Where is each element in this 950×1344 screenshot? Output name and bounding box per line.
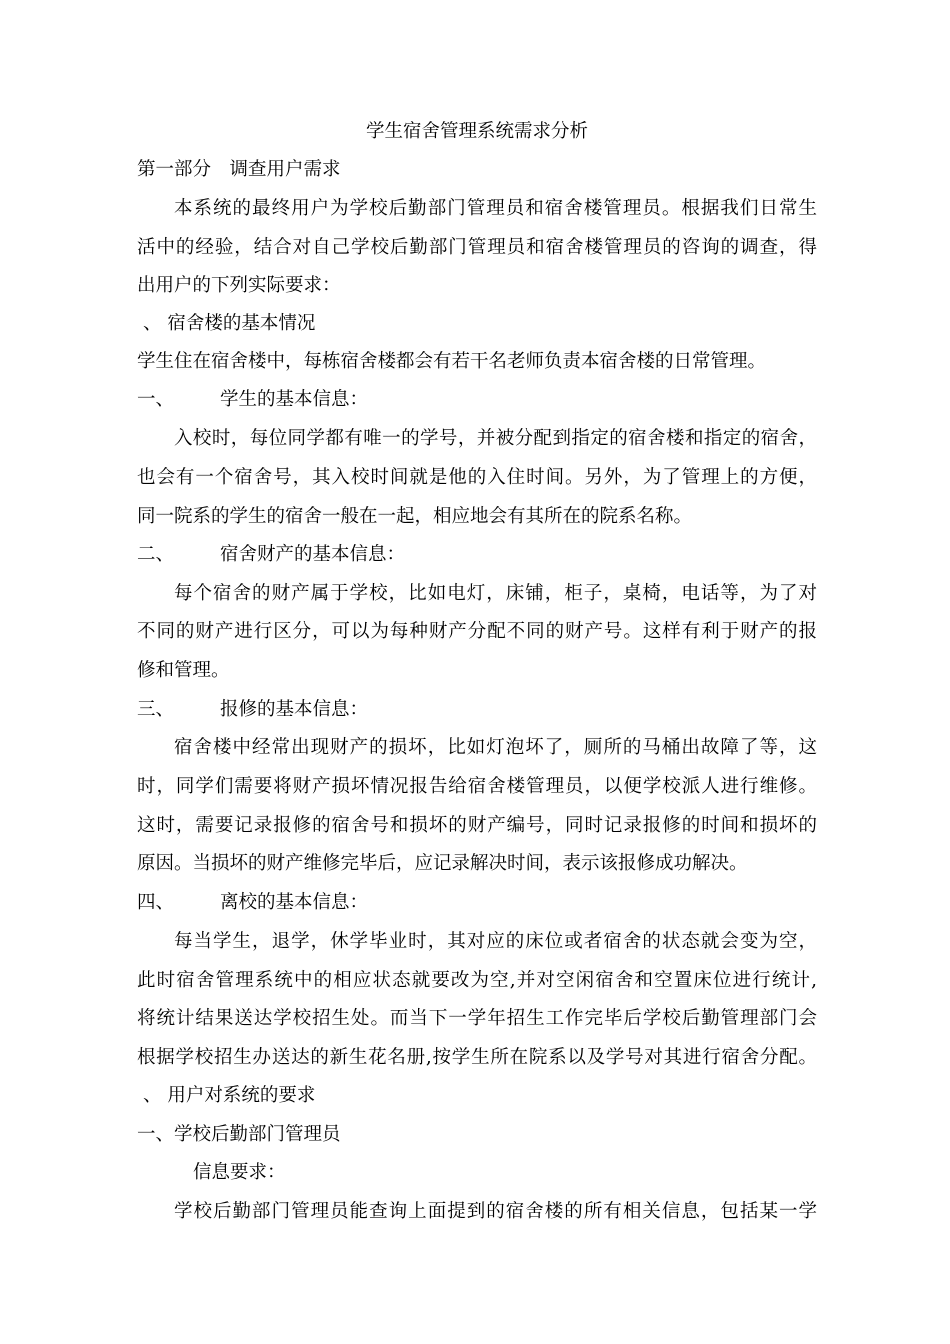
item-label: 离校的基本信息：	[220, 892, 369, 913]
subsection-heading: 一、学校后勤部门管理员	[137, 1124, 341, 1145]
intro-line-1: 本系统的最终用户为学校后勤部门管理员和宿舍楼管理员。根据我们日常生	[174, 198, 817, 219]
intro-line-3: 出用户的下列实际要求：	[137, 275, 341, 296]
paragraph-line: 根据学校招生办送达的新生花名册,按学生所在院系以及学号对其进行宿舍分配。	[137, 1047, 817, 1068]
paragraph-line: 每当学生，退学，休学毕业时，其对应的床位或者宿舍的状态就会变为空，	[174, 931, 817, 952]
paragraph-line: 宿舍楼中经常出现财产的损坏，比如灯泡坏了，厕所的马桶出故障了等，这	[174, 737, 817, 758]
part-heading: 第一部分 调查用户需求	[137, 159, 341, 180]
item-number: 四、	[137, 892, 175, 913]
paragraph-line: 学校后勤部门管理员能查询上面提到的宿舍楼的所有相关信息，包括某一学	[174, 1201, 817, 1222]
paragraph-line: 不同的财产进行区分，可以为每种财产分配不同的财产号。这样有利于财产的报	[137, 621, 817, 642]
section-heading-b: 、 用户对系统的要求	[143, 1085, 316, 1106]
item-number: 一、	[137, 389, 175, 410]
paragraph-line: 这时，需要记录报修的宿舍号和损坏的财产编号，同时记录报修的时间和损坏的	[137, 815, 817, 836]
paragraph-line: 入校时，每位同学都有唯一的学号，并被分配到指定的宿舍楼和指定的宿舍，	[174, 428, 817, 449]
section-heading-a: 、 宿舍楼的基本情况	[143, 313, 316, 334]
paragraph-line: 此时宿舍管理系统中的相应状态就要改为空,并对空闲宿舍和空置床位进行统计,	[137, 970, 817, 991]
paragraph-line: 时，同学们需要将财产损坏情况报告给宿舍楼管理员，以便学校派人进行维修。	[137, 776, 817, 797]
paragraph-line: 每个宿舍的财产属于学校，比如电灯，床铺，柜子，桌椅，电话等，为了对	[174, 583, 817, 604]
info-requirement-label: 信息要求：	[193, 1162, 286, 1183]
item-heading-1	[137, 387, 817, 413]
section-a-text: 学生住在宿舍楼中，每栋宿舍楼都会有若干名老师负责本宿舍楼的日常管理。	[137, 351, 767, 372]
page-title: 学生宿舍管理系统需求分析	[365, 121, 588, 142]
paragraph-line: 将统计结果送达学校招生处。而当下一学年招生工作完毕后学校后勤管理部门会	[137, 1008, 817, 1029]
item-number: 三、	[137, 699, 175, 720]
item-label: 报修的基本信息：	[220, 699, 369, 720]
item-heading-4	[137, 890, 817, 916]
paragraph-line: 也会有一个宿舍号，其入校时间就是他的入住时间。另外，为了管理上的方便，	[137, 467, 817, 488]
intro-line-2: 活中的经验，结合对自己学校后勤部门管理员和宿舍楼管理员的咨询的调查，得	[137, 237, 817, 258]
paragraph-line: 同一院系的学生的宿舍一般在一起，相应地会有其所在的院系名称。	[137, 506, 693, 527]
item-label: 宿舍财产的基本信息：	[220, 544, 406, 565]
paragraph-line: 原因。当损坏的财产维修完毕后，应记录解决时间，表示该报修成功解决。	[137, 853, 748, 874]
item-number: 二、	[137, 544, 175, 565]
item-heading-3	[137, 697, 817, 723]
item-heading-2	[137, 542, 817, 568]
item-label: 学生的基本信息：	[220, 389, 369, 410]
paragraph-line: 修和管理。	[137, 660, 230, 681]
